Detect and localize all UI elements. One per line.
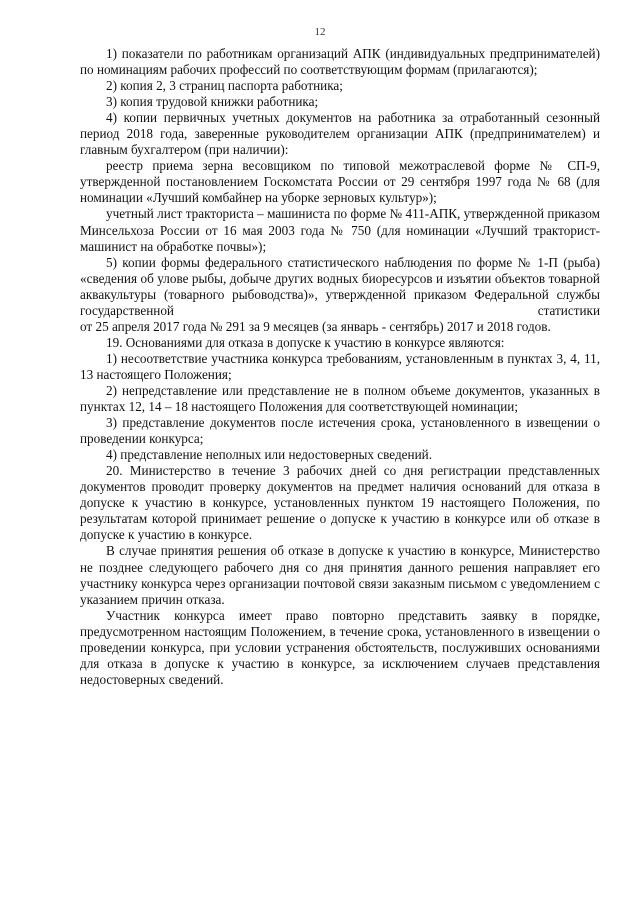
paragraph-refusal-notice: В случае принятия решения об отказе в допуске к участию в конкурсе, Министерство не позднее следующего рабочего дня со дня принятия данного решения направляет его участнику конкурса через организации почтовой связи заказным письмом с уведомлением с указанием причин отказа.: [80, 543, 600, 607]
paragraph-item-1: 1) показатели по работникам организаций АПК (индивидуальных предпринимателей) по номинациям рабочих профессий по соответствующим формам (прилагаются);: [80, 46, 600, 78]
paragraph-reason-3: 3) представление документов после истечения срока, установленного в извещении о проведении конкурса;: [80, 415, 600, 447]
document-body: [80, 46, 600, 688]
paragraph-item-5-continued: от 25 апреля 2017 года № 291 за 9 месяцев (за январь - сентябрь) 2017 и 2018 годов.: [80, 318, 551, 334]
paragraph-reason-4: 4) представление неполных или недостоверных сведений.: [106, 447, 432, 463]
paragraph-reason-2: 2) непредставление или представление не в полном объеме документов, указанных в пунктах 12, 14 – 18 настоящего Положения для соответствующей номинации;: [80, 382, 600, 415]
paragraph-grain-register: реестр приема зерна весовщиком по типовой межотраслевой форме № СП-9, утвержденной постановлением Госкомстата России от 29 сентября 1997 года № 68 (для номинации «Лучший комбайнер на уборке зерновых культур»);: [80, 158, 600, 206]
paragraph-tractor-sheet: учетный лист тракториста – машиниста по форме № 411-АПК, утвержденной приказом Минсельхоза России от 16 мая 2003 года № 750 (для номинации «Лучший тракторист-машинист на обработке почвы»);: [80, 206, 600, 254]
paragraph-item-5: 5) копии формы федерального статистического наблюдения по форме № 1-П (рыба) «сведения об улове рыбы, добыче других водных биоресурсов и изъятии объектов товарной аквакультуры (товарного рыбоводства)», утвержденной приказом Федеральной службы государственной статистики: [80, 254, 600, 318]
paragraph-resubmission: Участник конкурса имеет право повторно представить заявку в порядке, предусмотренном настоящим Положением, в течение срока, установленного в извещении о проведении конкурса, при условии устранения обстоятельств, послуживших основаниями для отказа в допуске к участию в конкурсе, за исключением случаев представления недостоверных сведений.: [80, 607, 600, 687]
paragraph-item-2: 2) копия 2, 3 страниц паспорта работника;: [106, 78, 343, 94]
paragraph-section-20: 20. Министерство в течение 3 рабочих дней со дня регистрации представленных документов проводит проверку документов на предмет наличия оснований для отказа в допуске к участию в конкурсе, установленных пунктом 19 настоящего Положения, по результатам которой принимает решение о допуске к участию в конкурсе или об отказе в допуске к участию в конкурсе.: [80, 463, 600, 543]
paragraph-section-19: 19. Основаниями для отказа в допуске к участию в конкурсе являются:: [106, 334, 505, 350]
page-number: 12: [314, 26, 326, 38]
paragraph-item-3: 3) копия трудовой книжки работника;: [106, 94, 319, 110]
paragraph-reason-1: 1) несоответствие участника конкурса требованиям, установленным в пунктах 3, 4, 11, 13 настоящего Положения;: [80, 350, 600, 382]
paragraph-item-4: 4) копии первичных учетных документов на работника за отработанный сезонный период 2018 года, заверенные руководителем организации АПК (предпринимателем) и главным бухгалтером (при наличии):: [80, 110, 600, 158]
